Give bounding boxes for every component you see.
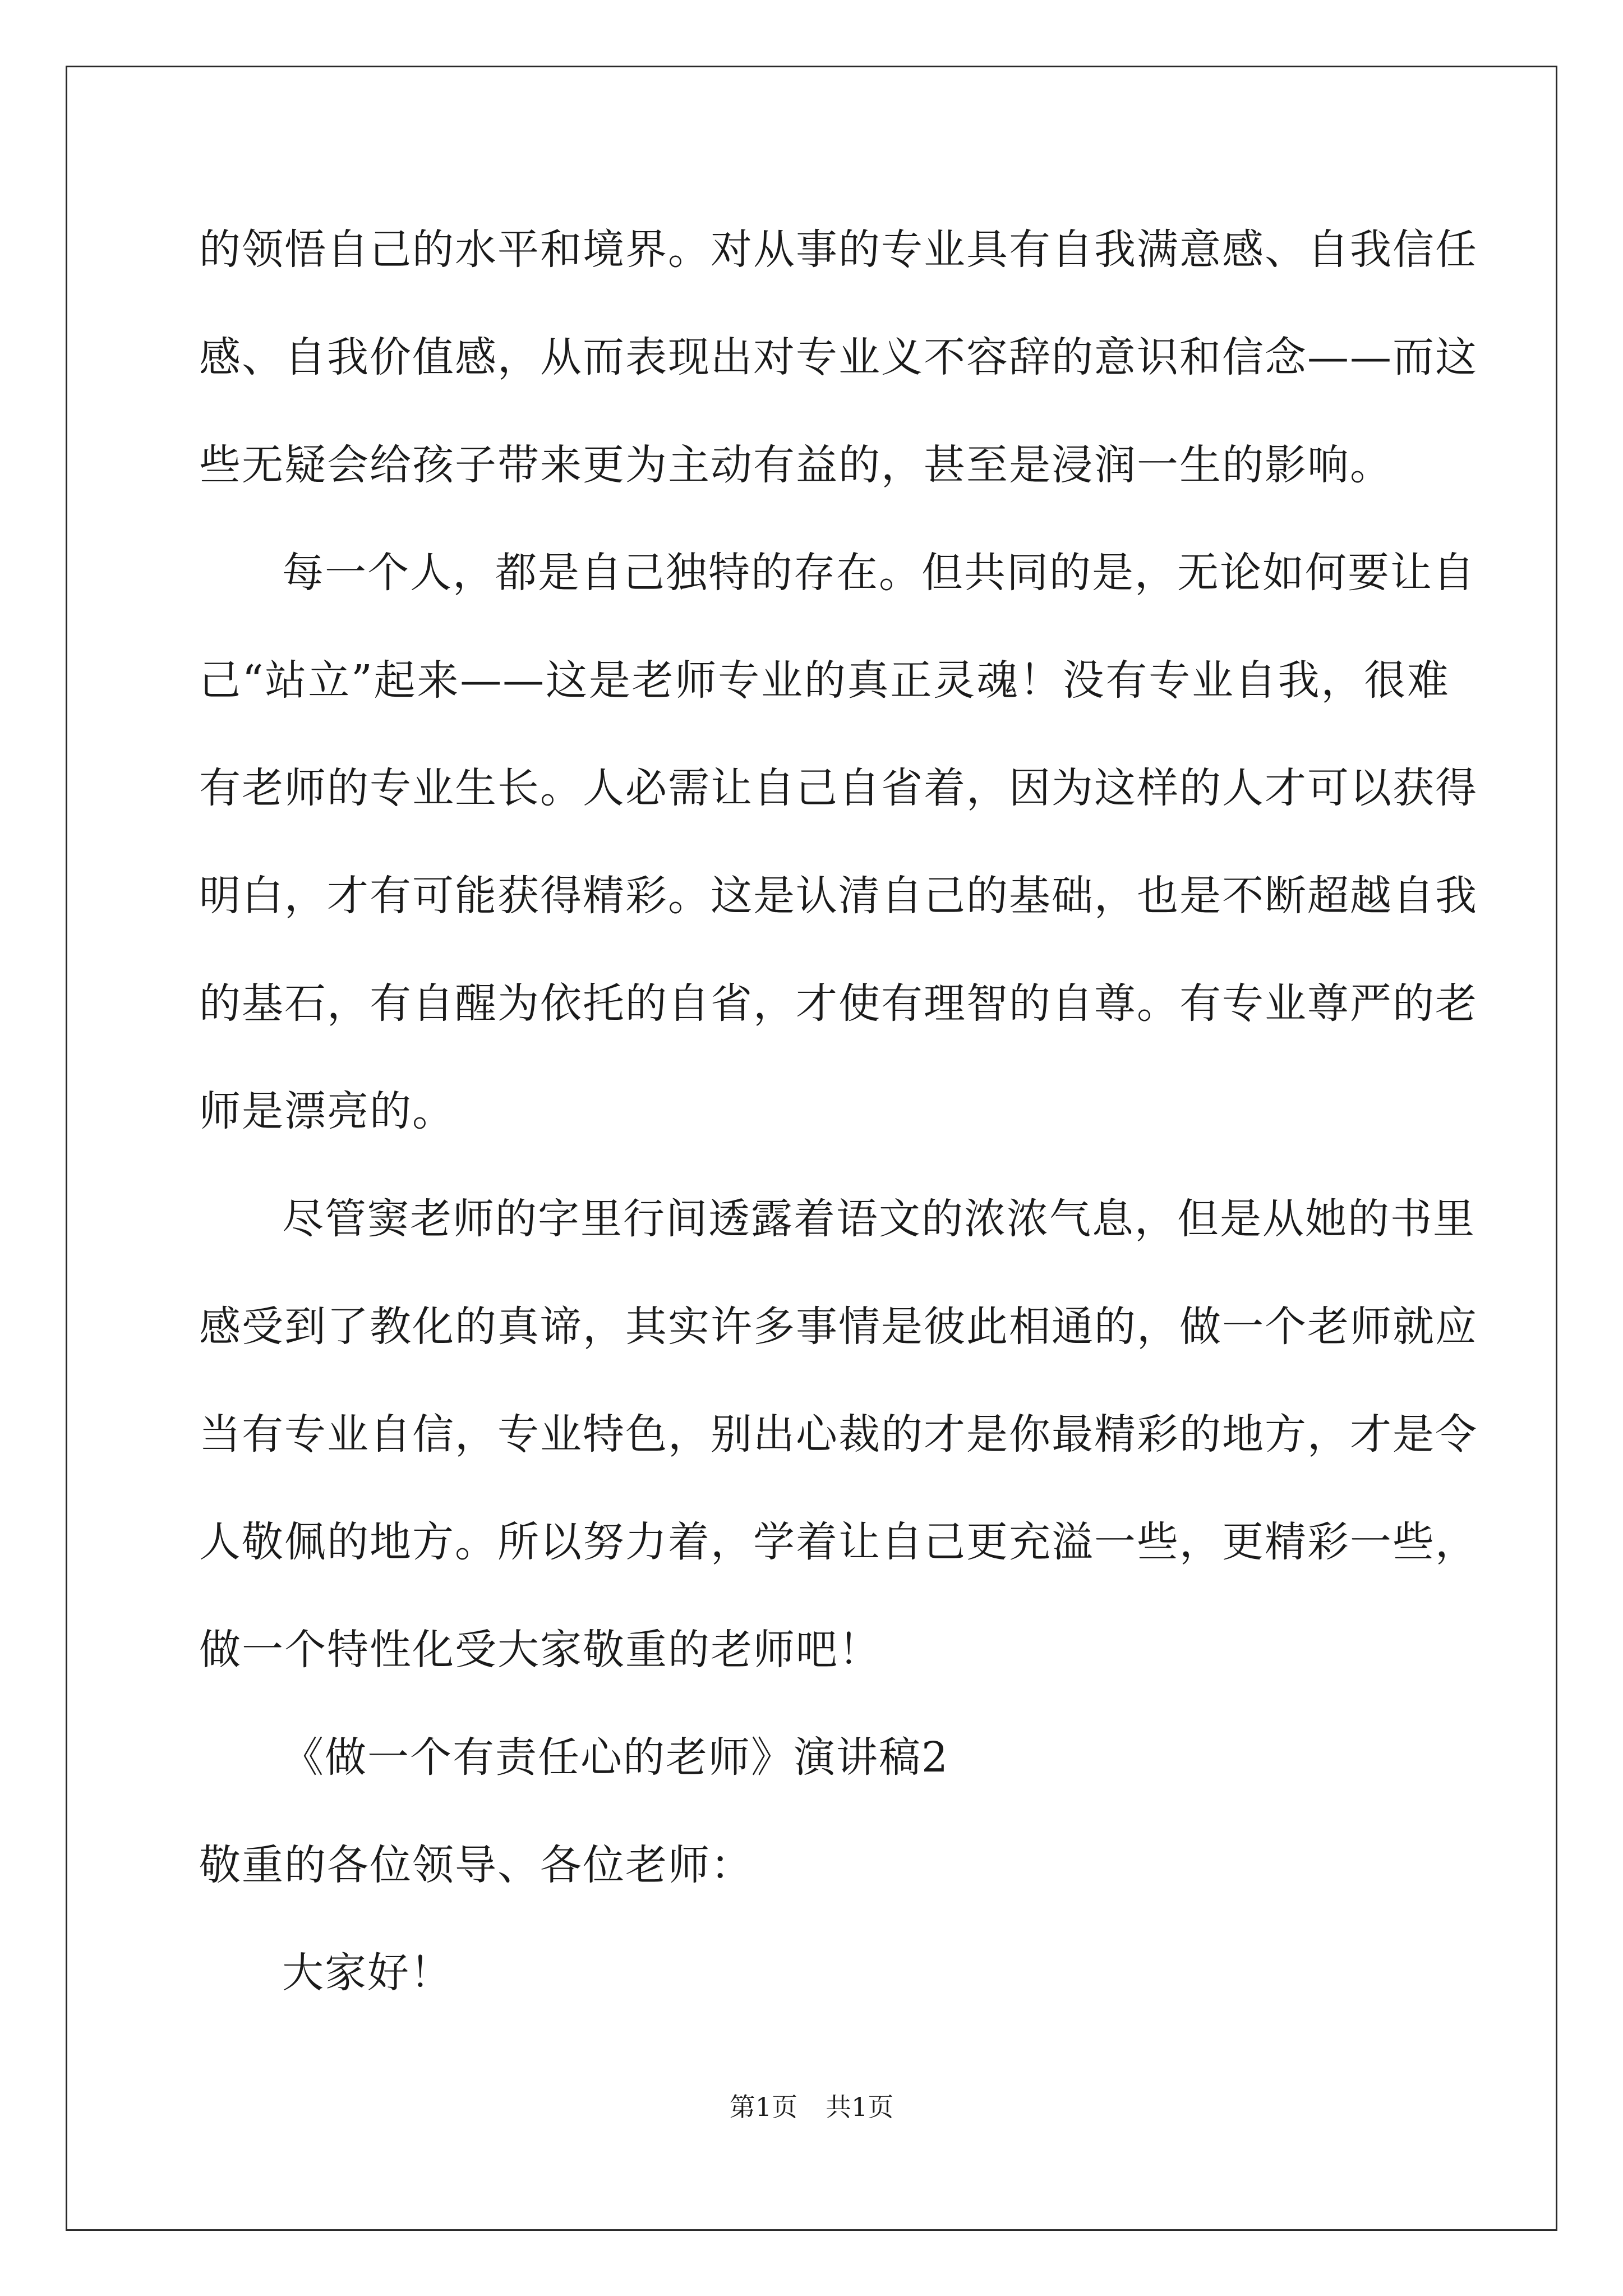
text-line: 尽管窦老师的字里行间透露着语文的浓浓气息，但是从她的书里 (282, 1195, 1476, 1243)
text-line: 人敬佩的地方。所以努力着，学着让自己更充溢一些，更精彩一些， (199, 1518, 1478, 1566)
page-number: 第1页 (729, 2092, 797, 2122)
text-line: 师是漂亮的。 (199, 1087, 455, 1135)
text-line: 的基石，有自醒为依托的自省，才使有理智的自尊。有专业尊严的老 (199, 979, 1478, 1028)
section-heading: 《做一个有责任心的老师》演讲稿2 (282, 1733, 949, 1782)
text-line: 些无疑会给孩子带来更为主动有益的，甚至是浸润一生的影响。 (199, 441, 1393, 489)
page-total: 共1页 (826, 2092, 894, 2122)
salutation: 敬重的各位领导、各位老师： (199, 1841, 753, 1889)
greeting: 大家好！ (282, 1949, 453, 1997)
page-footer (0, 2087, 1623, 2124)
document-body (199, 213, 1478, 2044)
text-line: 明白，才有可能获得精彩。这是认清自己的基础，也是不断超越自我 (199, 872, 1478, 920)
text-line: 当有专业自信，专业特色，别出心裁的才是你最精彩的地方，才是令 (199, 1410, 1478, 1458)
text-line: 感、自我价值感，从而表现出对专业义不容辞的意识和信念——而这 (199, 333, 1478, 381)
text-line: 每一个人，都是自己独特的存在。但共同的是，无论如何要让自 (282, 549, 1476, 597)
text-line: 感受到了教化的真谛，其实许多事情是彼此相通的，做一个老师就应 (199, 1303, 1478, 1351)
text-line: 的领悟自己的水平和境界。对从事的专业具有自我满意感、自我信任 (199, 226, 1478, 274)
text-line: 做一个特性化受大家敬重的老师吧！ (199, 1626, 881, 1674)
text-line: 己“站立”起来——这是老师专业的真正灵魂！没有专业自我，很难 (199, 656, 1450, 705)
text-line: 有老师的专业生长。人必需让自己自省着，因为这样的人才可以获得 (199, 764, 1478, 812)
